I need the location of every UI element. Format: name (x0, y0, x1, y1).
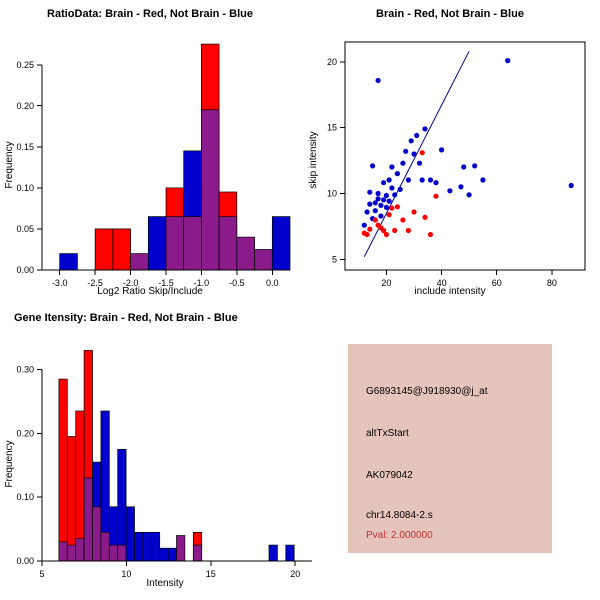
accession-text: AK079042 (366, 470, 413, 481)
pval-text: Pval: 2.000000 (366, 530, 433, 541)
svg-text:80: 80 (546, 278, 557, 288)
svg-text:0.00: 0.00 (16, 265, 34, 275)
svg-text:0.10: 0.10 (16, 492, 34, 503)
svg-text:60: 60 (491, 278, 502, 288)
svg-text:Frequency: Frequency (4, 440, 15, 488)
svg-text:0.20: 0.20 (16, 428, 34, 439)
svg-text:15: 15 (326, 122, 337, 133)
scatter-svg (300, 20, 600, 290)
locus-text: chr14.8084-2.s (366, 510, 433, 521)
ratio-histogram-title: RatioData: Brain - Red, Not Brain - Blue (47, 8, 253, 20)
svg-text:20: 20 (326, 56, 337, 67)
svg-text:-1.5: -1.5 (158, 278, 174, 288)
svg-text:0.0: 0.0 (266, 278, 279, 288)
gene-histogram-title: Gene Itensity: Brain - Red, Not Brain - Blue (14, 312, 238, 324)
ratio-histogram-xlabel: Log2 Ratio Skip/Include (97, 286, 203, 297)
event-type-text: altTxStart (366, 428, 409, 439)
svg-text:Frequency: Frequency (4, 141, 15, 189)
svg-text:-3.0: -3.0 (51, 278, 68, 288)
ratio-histogram-svg (0, 20, 300, 290)
x-axis (39, 561, 312, 579)
svg-text:20: 20 (381, 278, 392, 288)
gene-histogram-xlabel: Intensity (146, 578, 184, 589)
probe-id-text: G6893145@J918930@j_at (366, 386, 488, 397)
svg-text:-0.5: -0.5 (229, 278, 245, 288)
svg-text:5: 5 (331, 254, 337, 265)
y-axis (4, 60, 42, 275)
svg-text:-2.5: -2.5 (87, 278, 103, 288)
histogram-bars (59, 350, 294, 561)
svg-text:0.30: 0.30 (16, 364, 34, 375)
y-axis (4, 365, 42, 567)
svg-text:-2.0: -2.0 (122, 278, 139, 288)
histogram-bars (60, 44, 290, 270)
svg-text:0.10: 0.10 (16, 183, 34, 193)
svg-text:0.25: 0.25 (16, 60, 34, 70)
svg-text:5: 5 (39, 569, 45, 579)
scatter-points-blue (362, 58, 574, 228)
scatter-panel (300, 8, 600, 298)
scatter-points-red (362, 150, 439, 237)
svg-text:15: 15 (205, 569, 216, 579)
svg-text:20: 20 (290, 569, 301, 579)
svg-text:skip intensity: skip intensity (308, 131, 319, 189)
svg-text:10: 10 (121, 569, 132, 579)
svg-text:-1.0: -1.0 (193, 278, 210, 288)
ratio-histogram-panel (0, 8, 300, 298)
annotation-info-panel (348, 344, 552, 553)
svg-text:0.15: 0.15 (16, 142, 34, 152)
scatter-title: Brain - Red, Not Brain - Blue (376, 8, 524, 20)
svg-text:40: 40 (436, 278, 447, 288)
svg-text:0.05: 0.05 (16, 224, 34, 234)
svg-text:0.20: 0.20 (16, 101, 34, 111)
scatter-xlabel: include intensity (414, 286, 486, 297)
gene-histogram-svg (0, 324, 330, 584)
svg-text:10: 10 (326, 188, 337, 199)
gene-histogram-panel (0, 312, 330, 597)
svg-text:0.00: 0.00 (16, 556, 34, 566)
